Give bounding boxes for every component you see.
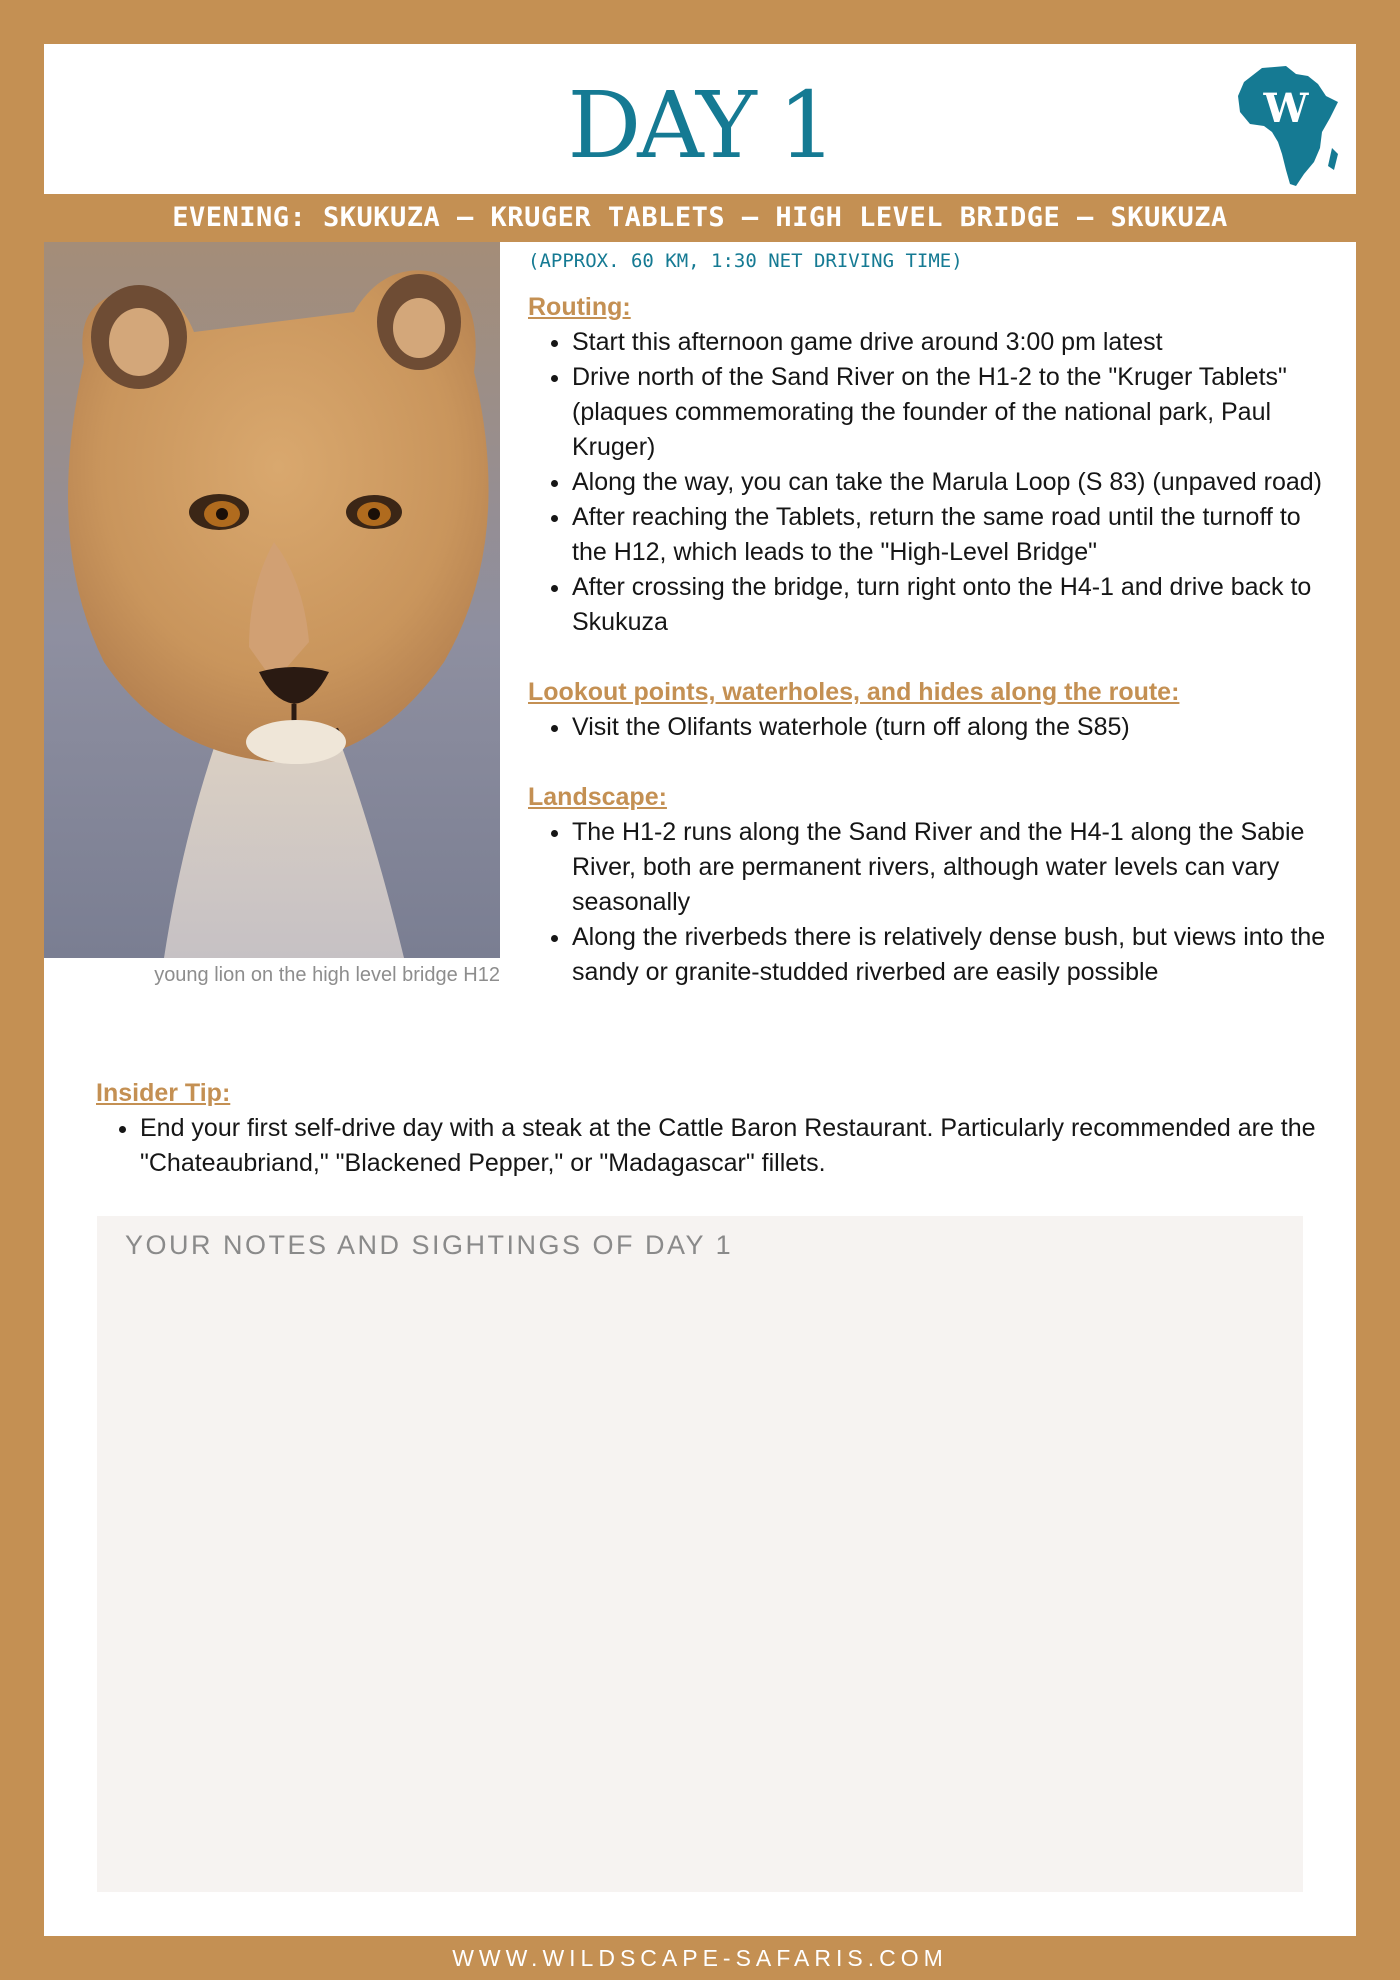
insider-tip-list bbox=[96, 1111, 1336, 1181]
lookout-section bbox=[528, 675, 1328, 745]
landscape-section bbox=[528, 780, 1328, 990]
notes-box[interactable] bbox=[97, 1216, 1303, 1892]
route-distance: (APPROX. 60 KM, 1:30 NET DRIVING TIME) bbox=[528, 250, 963, 272]
website-url[interactable]: WWW.WILDSCAPE-SAFARIS.COM bbox=[452, 1945, 948, 1971]
list-item: • Visit the Olifants waterhole (turn off along the S85) bbox=[572, 710, 1328, 745]
notes-title: YOUR NOTES AND SIGHTINGS OF DAY 1 bbox=[125, 1230, 734, 1260]
routing-heading: Routing: bbox=[528, 293, 631, 321]
route-details bbox=[528, 290, 1328, 1025]
lookout-heading: Lookout points, waterholes, and hides along the route: bbox=[528, 678, 1180, 706]
list-item: • Start this afternoon game drive around 3:00 pm latest bbox=[572, 325, 1328, 360]
africa-map-logo-icon bbox=[1234, 62, 1346, 192]
page-sheet bbox=[44, 44, 1356, 1936]
list-item: • After crossing the bridge, turn right onto the H4-1 and drive back to Skukuza bbox=[572, 570, 1328, 640]
routing-list bbox=[528, 325, 1328, 640]
insider-tip-heading: Insider Tip: bbox=[96, 1079, 231, 1107]
list-item: • Drive north of the Sand River on the H1-2 to the "Kruger Tablets" (plaques commemorating the founder of the national park, Paul Kruger) bbox=[572, 360, 1328, 465]
list-item: • The H1-2 runs along the Sand River and the H4-1 along the Sabie River, both are permanent rivers, although water levels can vary seasonally bbox=[572, 815, 1328, 920]
lookout-list bbox=[528, 710, 1328, 745]
page-title: DAY 1 bbox=[567, 72, 833, 179]
list-item: • Along the riverbeds there is relatively dense bush, but views into the sandy or granite-studded riverbed are easily possible bbox=[572, 920, 1328, 990]
insider-tip-section bbox=[96, 1076, 1336, 1181]
route-banner: EVENING: SKUKUZA – KRUGER TABLETS – HIGH LEVEL BRIDGE – SKUKUZA bbox=[44, 194, 1356, 242]
list-item: • Along the way, you can take the Marula Loop (S 83) (unpaved road) bbox=[572, 465, 1328, 500]
list-item: • After reaching the Tablets, return the same road until the turnoff to the H12, which leads to the "High-Level Bridge" bbox=[572, 500, 1328, 570]
lion-photo bbox=[44, 242, 500, 958]
list-item: • End your first self-drive day with a steak at the Cattle Baron Restaurant. Particularly recommended are the "Chateaubriand," "Blackened Pepper," or "Madagascar" fillets. bbox=[140, 1111, 1336, 1181]
routing-section bbox=[528, 290, 1328, 640]
photo-caption: young lion on the high level bridge H12 bbox=[154, 964, 500, 986]
logo-letter: W bbox=[1263, 85, 1309, 132]
landscape-list bbox=[528, 815, 1328, 990]
landscape-heading: Landscape: bbox=[528, 783, 667, 811]
